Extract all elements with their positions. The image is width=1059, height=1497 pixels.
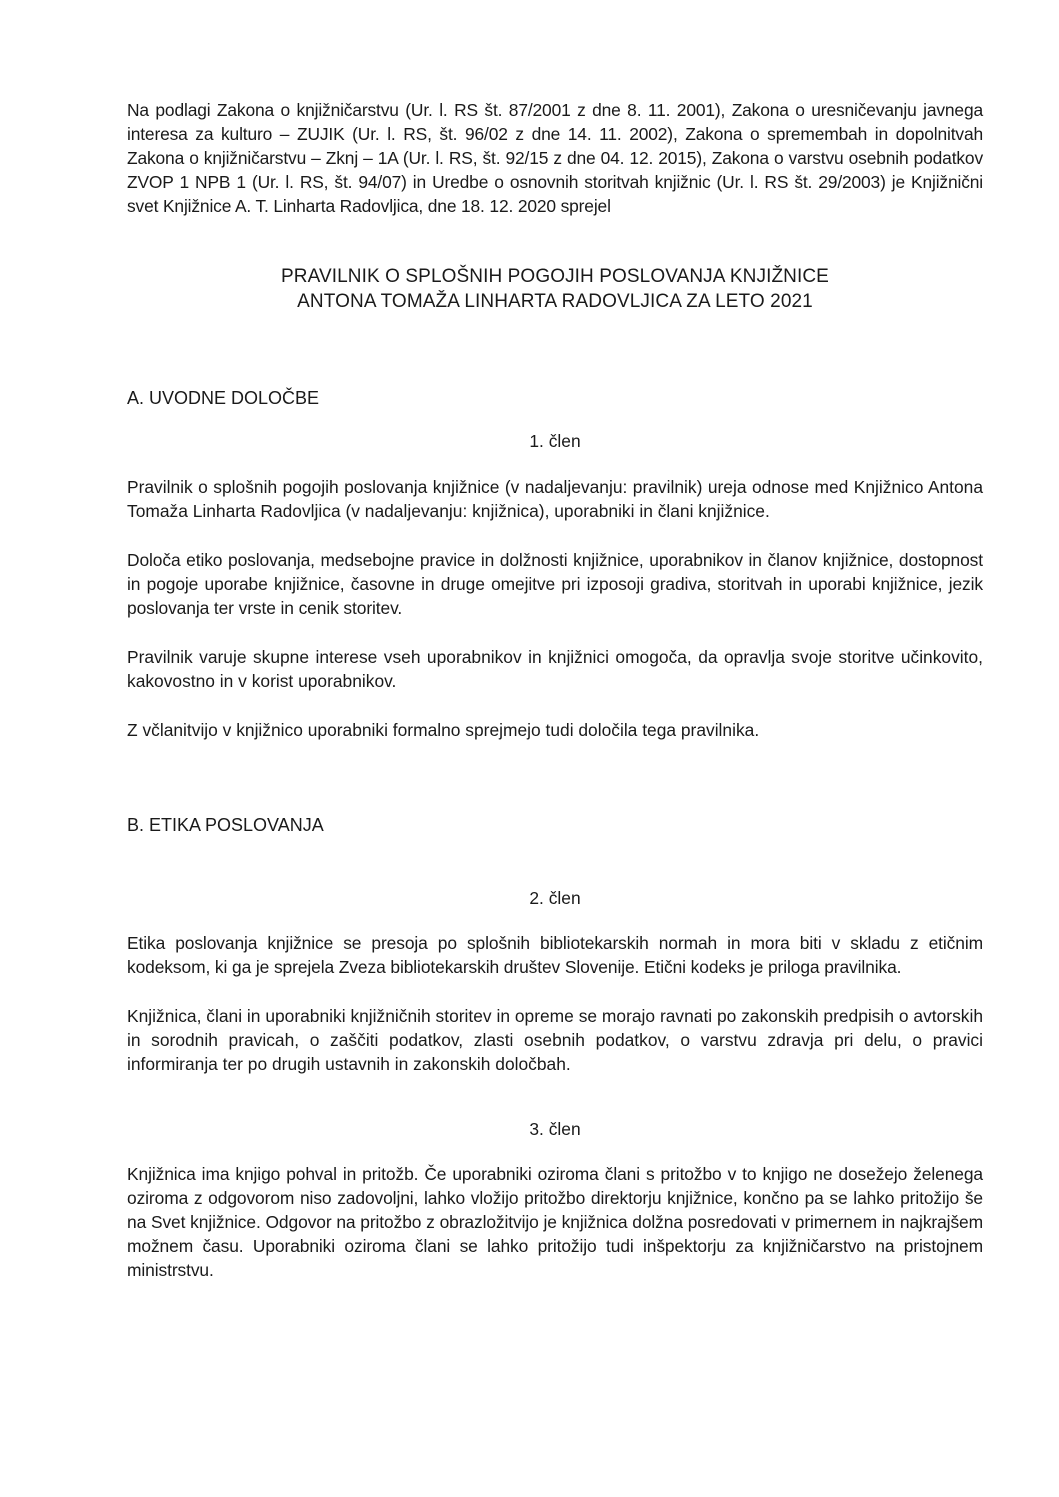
article-1-paragraph-4: Z včlanitvijo v knjižnico uporabniki formalno sprejmejo tudi določila tega pravilnika. (127, 720, 760, 740)
article-1-label: 1. člen (529, 431, 581, 451)
article-3-paragraph-1: Knjižnica ima knjigo pohval in pritožb. Če uporabniki oziroma člani s pritožbo v to knjigo ne dosežejo želenega oziroma z odgovorom niso zadovoljni, lahko vložijo pritožbo direktorju knjižnice, končno pa se lahko pritožijo še na Svet knjižnice. Odgovor na pritožbo z obrazložitvijo je knjižnica dolžna posredovati v primernem in najkrajšem možnem času. Uporabniki oziroma člani se lahko pritožijo tudi inšpektorju za knjižničarstvo na pristojnem ministrstvu. (127, 1164, 983, 1280)
article-1-paragraph-3: Pravilnik varuje skupne interese vseh uporabnikov in knjižnici omogoča, da opravlja svoje storitve učinkovito, kakovostno in v korist uporabnikov. (127, 647, 983, 691)
article-2-paragraph-1: Etika poslovanja knjižnice se presoja po splošnih bibliotekarskih normah in mora biti v skladu z etičnim kodeksom, ki ga je sprejela Zveza bibliotekarskih društev Slovenije. Etični kodeks je priloga pravilnika. (127, 933, 983, 977)
preamble-paragraph: Na podlagi Zakona o knjižničarstvu (Ur. l. RS št. 87/2001 z dne 8. 11. 2001), Zakona o uresničevanju javnega interesa za kulturo – ZUJIK (Ur. l. RS, št. 96/02 z dne 14. 11. 2002), Zakona o spremembah in dopolnitvah Zakona o knjižničarstvu – Zknj – 1A (Ur. l. RS, št. 92/15 z dne 04. 12. 2015), Zakona o varstvu osebnih podatkov ZVOP 1 NPB 1 (Ur. l. RS, št. 94/07) in Uredbe o osnovnih storitvah knjižnic (Ur. l. RS št. 29/2003) je Knjižnični svet Knjižnice A. T. Linharta Radovljica, dne 18. 12. 2020 sprejel (127, 100, 983, 216)
document-page (127, 98, 983, 1282)
section-b-heading: B. ETIKA POSLOVANJA (127, 815, 324, 835)
article-2-label: 2. člen (529, 888, 581, 908)
section-a-heading: A. UVODNE DOLOČBE (127, 388, 320, 408)
title-line-1: PRAVILNIK O SPLOŠNIH POGOJIH POSLOVANJA KNJIŽNICE (281, 266, 829, 287)
document-title (127, 264, 983, 314)
article-1-paragraph-1: Pravilnik o splošnih pogojih poslovanja knjižnice (v nadaljevanju: pravilnik) ureja odnose med Knjižnico Antona Tomaža Linharta Radovljica (v nadaljevanju: knjižnica), uporabniki in člani knjižnice. (127, 477, 983, 521)
article-2-paragraph-2: Knjižnica, člani in uporabniki knjižničnih storitev in opreme se morajo ravnati po zakonskih predpisih o avtorskih in sorodnih pravicah, o zaščiti podatkov, zlasti osebnih podatkov, o varstvu zdravja pri delu, o pravici informiranja ter po drugih ustavnih in zakonskih določbah. (127, 1006, 983, 1074)
title-line-2: ANTONA TOMAŽA LINHARTA RADOVLJICA ZA LETO 2021 (297, 291, 813, 312)
article-3-label: 3. člen (529, 1119, 581, 1139)
article-1-paragraph-2: Določa etiko poslovanja, medsebojne pravice in dolžnosti knjižnice, uporabnikov in članov knjižnice, dostopnost in pogoje uporabe knjižnice, časovne in druge omejitve pri izposoji gradiva, storitvah in uporabi knjižnice, jezik poslovanja ter vrste in cenik storitev. (127, 550, 983, 618)
